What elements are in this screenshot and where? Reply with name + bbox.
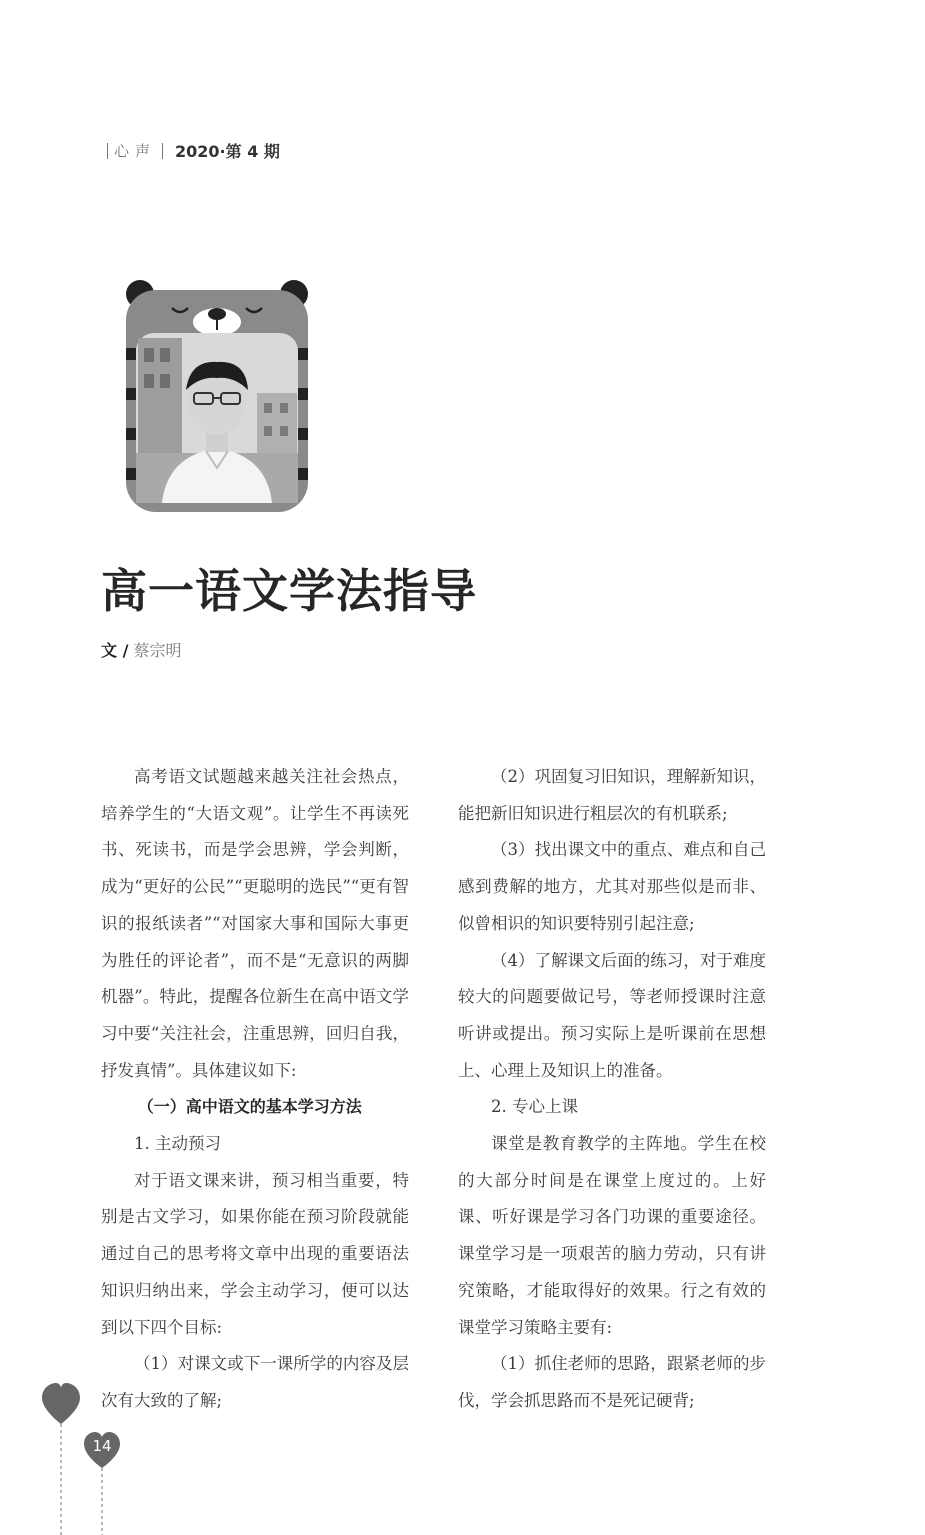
tiger-photo-frame — [122, 278, 312, 514]
list-item: （1）对课文或下一课所学的内容及层次有大致的了解; — [101, 1354, 409, 1410]
byline — [101, 638, 182, 661]
issue-label: 2020·第 4 期 — [175, 142, 280, 161]
header-divider — [162, 143, 163, 159]
paragraph: 对于语文课来讲，预习相当重要，特别是古文学习，如果你能在预习阶段就能通过自己的思考将文章中出现的重要语法知识归纳出来，学会主动学习，便可以达到以下四个目标: — [101, 1170, 409, 1337]
right-column — [458, 759, 766, 1420]
running-header — [101, 139, 280, 162]
heart-decoration — [0, 1380, 160, 1535]
subheading: 2. 专心上课 — [491, 1097, 578, 1117]
page-number: 14 — [92, 1437, 112, 1455]
article-title: 高一语文学法指导 — [101, 564, 477, 618]
subheading: 1. 主动预习 — [134, 1134, 221, 1154]
section-heading: （一）高中语文的基本学习方法 — [137, 1097, 362, 1117]
byline-prefix: 文 / — [101, 641, 129, 660]
header-divider — [107, 143, 108, 159]
left-column — [101, 759, 409, 1420]
author-photo — [122, 278, 312, 514]
list-item: （4）了解课文后面的练习，对于难度较大的问题要做记号，等老师授课时注意听讲或提出。预习实际上是听课前在思想上、心理上及知识上的准备。 — [458, 950, 766, 1080]
large-heart-icon — [42, 1383, 80, 1424]
paragraph: 课堂是教育教学的主阵地。学生在校的大部分时间是在课堂上度过的。上好课、听好课是学习各门功课的重要途径。课堂学习是一项艰苦的脑力劳动，只有讲究策略，才能取得好的效果。行之有效的课堂学习策略主要有: — [458, 1134, 766, 1337]
column-name: 心声 — [114, 142, 157, 160]
paragraph: 高考语文试题越来越关注社会热点，培养学生的“大语文观”。让学生不再读死书、死读书，而是学会思辨，学会判断，成为“更好的公民”“更聪明的选民”“更有智识的报纸读者”“对国家大事和国际大事更为胜任的评论者”，而不是“无意识的两脚机器”。特此，提醒各位新生在高中语文学习中要“关注社会，注重思辨，回归自我，抒发真情”。具体建议如下: — [101, 767, 409, 1080]
author-name: 蔡宗明 — [133, 641, 182, 660]
list-item: （3）找出课文中的重点、难点和自己感到费解的地方，尤其对那些似是而非、似曾相识的知识要特别引起注意; — [458, 840, 766, 933]
list-item: （1）抓住老师的思路，跟紧老师的步伐，学会抓思路而不是死记硬背; — [458, 1354, 766, 1410]
list-item: （2）巩固复习旧知识，理解新知识，能把新旧知识进行粗层次的有机联系; — [458, 767, 766, 823]
